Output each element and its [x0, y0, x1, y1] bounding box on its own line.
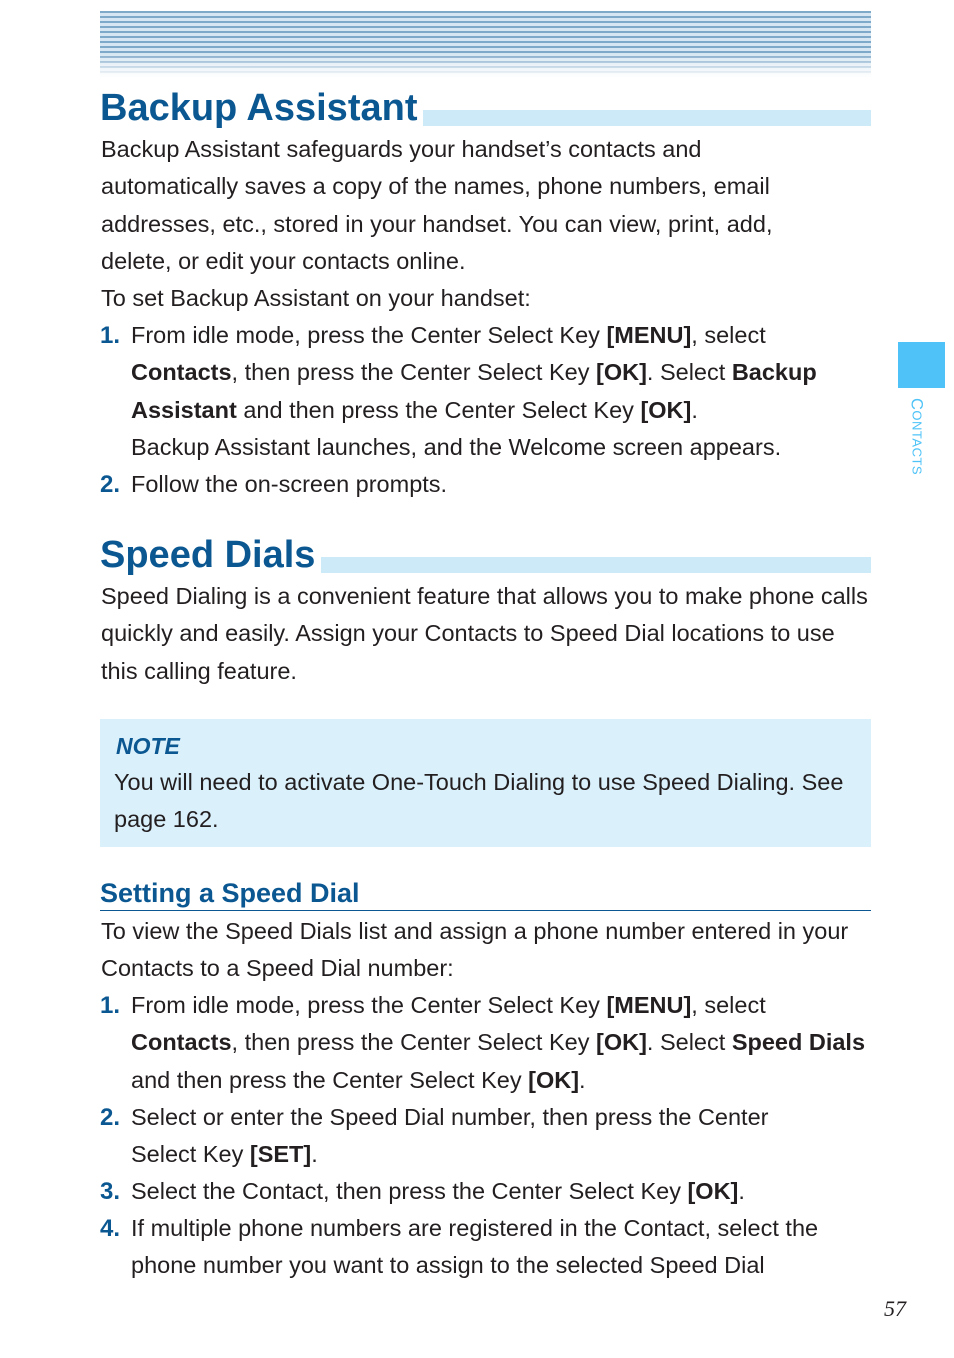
chapter-tab-marker [898, 342, 945, 388]
subsection-title: Setting a Speed Dial [100, 878, 360, 908]
step-number: 4. [100, 1215, 121, 1242]
speed-dial-step-2 [100, 1099, 820, 1174]
speed-dial-step-1 [100, 987, 880, 1099]
backup-intro-paragraph: Backup Assistant safeguards your handset’s contacts and automatically saves a copy of the names, phone numbers, email addresses, etc., stored in your handset. You can view, print, add, delete, or edit your contacts online. [101, 136, 773, 274]
step-text: Select the Contact, then press the Center Select Key [OK]. [131, 1178, 745, 1204]
page-number: 57 [884, 1296, 906, 1321]
subsection-heading [100, 874, 871, 911]
backup-step-1 [100, 317, 880, 466]
step-number: 2. [100, 471, 121, 498]
step-number: 1. [100, 322, 121, 349]
step-number: 1. [100, 992, 121, 1019]
speed-dial-step-4 [100, 1210, 860, 1285]
section-heading-speed-dials [100, 533, 871, 577]
step-result: Backup Assistant launches, and the Welcome screen appears. [131, 433, 782, 460]
header-stripe-band [100, 11, 871, 77]
note-box [100, 719, 871, 847]
step-text: Follow the on-screen prompts. [131, 471, 448, 497]
note-text: You will need to activate One-Touch Dialing to use Speed Dialing. See page 162. [114, 769, 844, 833]
step-text: If multiple phone numbers are registered in the Contact, select the phone number you want to assign to the selected Speed Dial [131, 1215, 819, 1279]
step-text: From idle mode, press the Center Select Key [MENU], select Contacts, then press the Center Select Key [OK]. Select Speed Dials and then press the Center Select Key [OK]. [131, 992, 866, 1093]
speed-dials-intro-paragraph: Speed Dialing is a convenient feature that allows you to make phone calls quickly and easily. Assign your Contacts to Speed Dial locations to use this calling feature. [101, 583, 868, 684]
section-title: Backup Assistant [100, 86, 423, 130]
step-number: 2. [100, 1104, 121, 1131]
step-number: 3. [100, 1178, 121, 1205]
section-heading-backup [100, 86, 871, 130]
speed-dial-step-3 [100, 1173, 880, 1210]
setting-speed-dial-intro: To view the Speed Dials list and assign a phone number entered in your Contacts to a Speed Dial number: [101, 918, 849, 982]
step-text: From idle mode, press the Center Select Key [MENU], select Contacts, then press the Center Select Key [OK]. Select Backup Assistant and then press the Center Select Key [OK]. Backup Assistant launches, and the Welcome screen appears. [131, 322, 817, 460]
section-title: Speed Dials [100, 533, 321, 577]
backup-step-2 [100, 466, 880, 503]
step-text: Select or enter the Speed Dial number, then press the Center Select Key [SET]. [131, 1104, 769, 1168]
chapter-tab-label: CONTACTS [907, 398, 926, 476]
backup-lead-text: To set Backup Assistant on your handset: [101, 285, 531, 311]
note-title: NOTE [116, 733, 180, 759]
